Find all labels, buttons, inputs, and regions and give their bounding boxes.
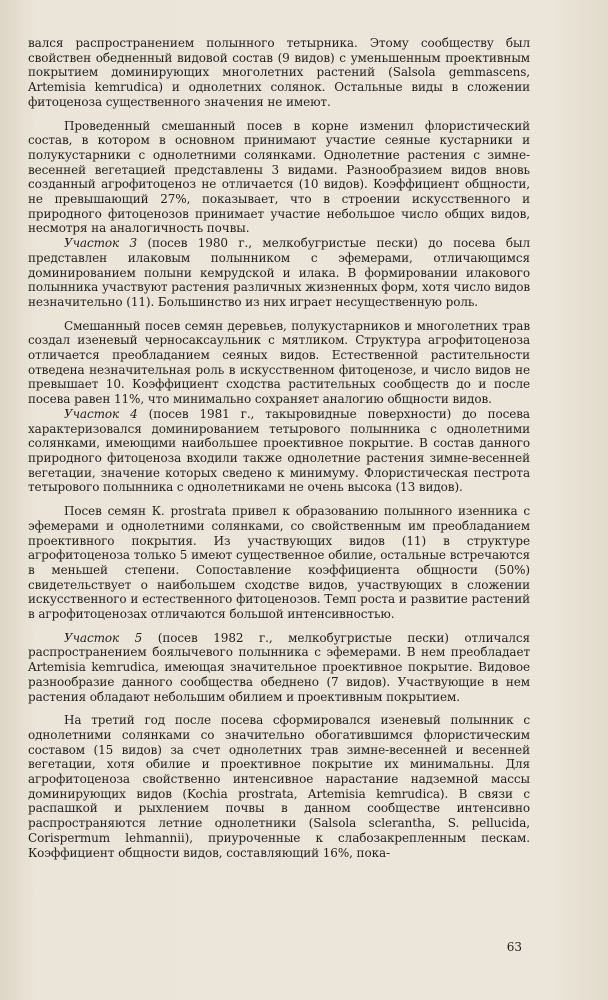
paragraph (28, 119, 530, 237)
section-heading: Участок 3 (64, 236, 138, 251)
paragraph-text: (посев 1982 г., мелкобугристые пески) отличался распространением боялычевого полынника с эфемерами. В нем преобладает Artemisia kemrudica, имеющая значительное проективное покрытие. Видовое разнообразие данного сообщества обеднено (7 видов). Участвующие в нем растения обладают небольшим обилием и проективным покрытием. (28, 630, 530, 704)
paragraph-text: вался распространением полынного тетырника. Этому сообществу был свойствен обедненный видовой состав (9 видов) с уменьшенным проективным покрытием доминирующих многолетних растений (Salsola gemmascens, Artemisia kemrudica) и однолетних солянок. Остальные виды в сложении фитоценоза существенного значения не имеют. (28, 36, 530, 109)
paragraph (28, 631, 530, 705)
paragraph (28, 236, 530, 310)
paragraph-text: Проведенный смешанный посев в корне изменил флористический состав, в котором в основном принимают участие сеяные кустарники и полукустарники с однолетними солянками. Однолетние растения с зимне-весенней вегетацией представлены 3 видами. Разнообразием видов вновь созданный агрофитоценоз не отличается (10 видов). Коэффициент общности, не превышающий 27%, показывает, что в строении искусственного и природного фитоценозов принимает участие небольшое число общих видов, несмотря на аналогичность почвы. (28, 118, 530, 236)
paragraph (28, 504, 530, 622)
paragraph (28, 713, 530, 860)
paragraph-text: Посев семян К. prostrata привел к образованию полынного изенника с эфемерами и однолетними солянками, со свойственным им преобладанием проективного покрытия. Из участвующих видов (11) в структуре агрофитоценоза только 5 имеют существенное обилие, остальные встречаются в меньшей степени. Сопоставление коэффициента общности (50%) свидетельствует о наибольшем сходстве видов, участвующих в сложении искусственного и естественного фитоценозов. Темп роста и развитие растений в агрофитоценозах отличаются большой интенсивностью. (28, 504, 530, 622)
section-heading: Участок 4 (64, 406, 138, 421)
paragraph-text: Смешанный посев семян деревьев, полукустарников и многолетних трав создал изеневый черносаксаульник с мятликом. Структура агрофитоценоза отличается преобладанием сеяных видов. Естественной растительности отведена незначительная роль в искусственном фитоценозе, и число видов не превышает 10. Коэффициент сходства растительных сообществ до и после посева равен 11%, что минимально сохраняет аналогию общности видов. (28, 318, 530, 407)
paragraph (28, 319, 530, 407)
section-heading: Участок 5 (64, 630, 143, 645)
paragraph-text: (посев 1981 г., такыровидные поверхности) до посева характеризовался доминированием тетырового полынника с однолетними солянками, имеющими наибольшее проективное покрытие. В состав данного природного фитоценоза входили также однолетние растения зимне-весенней вегетации, значение которых сведено к минимуму. Флористическая пестрота тетырового полынника с однолетниками не очень высока (13 видов). (28, 406, 530, 495)
paragraph-text: На третий год после посева сформировался изеневый полынник с однолетними солянками со значительно обогатившимся флористическим составом (15 видов) за счет однолетних трав зимне-весенней и весенней вегетации, хотя обилие и проективное покрытие их минимальны. Для агрофитоценоза свойственно интенсивное нарастание надземной массы доминирующих видов (Kochia prostrata, Artemisia kemrudica). В связи с распашкой и рыхлением почвы в данном сообществе интенсивно распространяются летние однолетники (Salsola scleranthа, S. pellucida, Corispermum lehmannii), приуроченные к слабозакрепленным пескам. Коэффициент общности видов, составляющий 16%, пока- (28, 713, 530, 860)
body-text (28, 36, 530, 860)
paragraph-text: (посев 1980 г., мелкобугристые пески) до посева был представлен илаковым полынником с эфемерами, отличающимся доминированием полыни кемрудской и илака. В формировании илакового полынника участвуют растения различных жизненных форм, хотя число видов незначительно (11). Большинство из них играет несущественную роль. (28, 236, 530, 309)
page-number: 63 (506, 940, 522, 954)
paragraph (28, 36, 530, 110)
paragraph (28, 407, 530, 495)
